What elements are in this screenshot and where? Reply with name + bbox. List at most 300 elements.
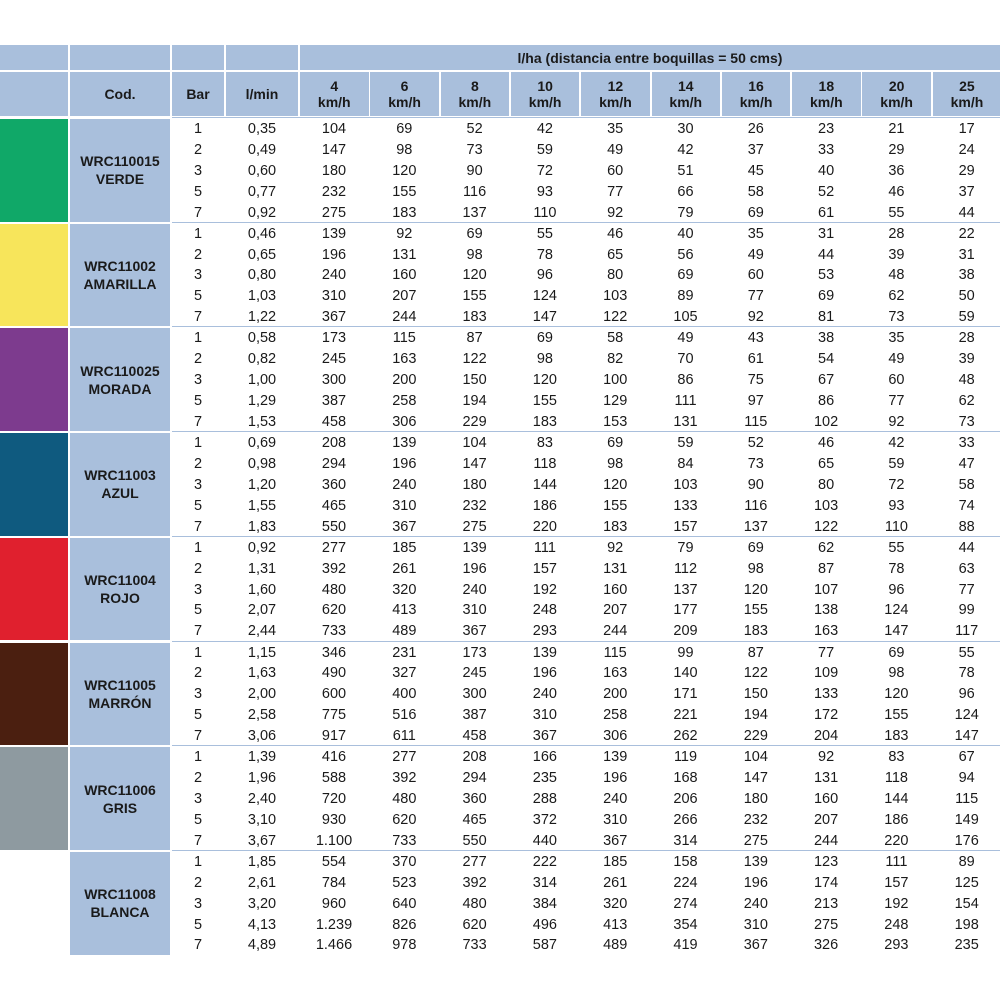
lha-value: 157: [673, 518, 698, 535]
lha-value: 47: [958, 455, 975, 472]
lha-value: 139: [743, 853, 768, 870]
lha-value: 122: [603, 309, 628, 326]
lha-value: 131: [813, 770, 839, 787]
lha-value: 38: [818, 330, 835, 347]
lha-value: 69: [396, 121, 413, 137]
lmin-value: 3,67: [247, 832, 277, 849]
lha-value: 48: [888, 267, 905, 284]
lha-value: 24: [958, 141, 975, 158]
lmin-value: 0,46: [247, 225, 277, 242]
bar-value: 3: [193, 372, 203, 389]
lha-value: 172: [813, 707, 839, 724]
lha-value: 35: [747, 225, 764, 242]
bar-value: 2: [193, 770, 203, 787]
header-span-title: l/ha (distancia entre boquillas = 50 cms): [300, 45, 1000, 70]
lha-value: 220: [884, 832, 909, 849]
nozzle-color-name: MORADA: [88, 380, 152, 397]
lha-value: 131: [673, 413, 698, 430]
lha-value: 588: [321, 770, 347, 787]
lha-value: 118: [884, 770, 908, 787]
table-row: [172, 307, 1000, 328]
lha-value: 147: [954, 728, 979, 745]
table-row: [172, 454, 1000, 475]
lha-value: 232: [462, 497, 487, 514]
lha-value: 490: [321, 665, 347, 682]
lha-value: 1.239: [315, 916, 353, 933]
lha-value: 310: [532, 707, 557, 724]
nozzle-color-name: AMARILLA: [83, 276, 157, 293]
lha-value: 917: [321, 728, 347, 745]
lmin-value: 2,58: [247, 707, 277, 724]
lha-value: 465: [462, 811, 487, 828]
table-row: [172, 182, 1000, 203]
bar-value: 3: [193, 581, 203, 598]
lmin-value: 0,69: [247, 435, 277, 452]
lha-value: 54: [818, 351, 835, 368]
lha-value: 180: [321, 162, 347, 179]
lmin-value: 1,39: [247, 749, 277, 766]
lha-value: 183: [743, 623, 768, 640]
table-row: [172, 894, 1000, 915]
lha-value: 42: [536, 121, 553, 137]
speed-unit: km/h: [317, 94, 351, 110]
header-speed-4: [581, 72, 650, 116]
lha-value: 129: [603, 393, 628, 410]
speed-unit: km/h: [388, 94, 421, 110]
bar-value: 7: [193, 937, 203, 954]
lmin-value: 0,49: [247, 141, 277, 158]
lha-value: 55: [536, 225, 553, 242]
lha-value: 204: [813, 728, 839, 745]
lha-value: 46: [818, 435, 835, 452]
lha-value: 147: [462, 455, 487, 472]
lha-value: 31: [958, 246, 975, 263]
lha-value: 367: [603, 832, 628, 849]
lha-value: 37: [747, 141, 764, 158]
lha-value: 168: [673, 770, 698, 787]
lmin-value: 1,03: [247, 288, 277, 305]
lha-value: 465: [321, 497, 347, 514]
lha-value: 733: [392, 832, 417, 849]
table-row: [172, 705, 1000, 726]
lha-value: 154: [954, 895, 979, 912]
bar-value: 7: [193, 413, 203, 430]
lha-value: 185: [392, 539, 417, 556]
lha-value: 163: [392, 351, 417, 368]
lha-value: 61: [818, 204, 835, 221]
lha-value: 171: [673, 686, 698, 703]
lha-value: 275: [813, 916, 839, 933]
lha-value: 372: [532, 811, 557, 828]
lha-value: 277: [462, 853, 487, 870]
lha-value: 137: [743, 518, 768, 535]
nozzle-code-cell: [70, 433, 170, 536]
bar-value: 1: [193, 225, 203, 242]
bar-value: 5: [193, 916, 203, 933]
lha-value: 44: [958, 539, 975, 556]
lha-value: 258: [392, 393, 417, 410]
lmin-value: 1,96: [247, 770, 277, 787]
color-swatch: [0, 747, 68, 850]
lha-value: 150: [462, 372, 487, 389]
lha-value: 86: [818, 393, 835, 410]
bar-value: 1: [193, 330, 203, 347]
table-row: [172, 789, 1000, 810]
lha-value: 183: [392, 204, 417, 221]
lha-value: 60: [888, 372, 905, 389]
lha-value: 117: [955, 623, 979, 640]
lha-value: 62: [958, 393, 975, 410]
lha-value: 392: [462, 874, 487, 891]
lha-value: 23: [818, 121, 835, 137]
lha-value: 120: [392, 162, 417, 179]
lha-value: 310: [603, 811, 628, 828]
lha-value: 310: [743, 916, 768, 933]
nozzle-group: [0, 852, 1000, 955]
lha-value: 640: [392, 895, 417, 912]
bar-value: 7: [193, 518, 203, 535]
lha-value: 262: [673, 728, 698, 745]
speed-value: 10: [537, 78, 553, 94]
lha-value: 69: [607, 435, 624, 452]
lha-value: 930: [321, 811, 347, 828]
bar-value: 1: [193, 539, 203, 556]
lmin-value: 0,92: [247, 204, 277, 221]
lha-value: 160: [603, 581, 628, 598]
table-row: [172, 433, 1000, 454]
lha-value: 80: [818, 476, 835, 493]
lha-value: 149: [954, 811, 979, 828]
lha-value: 826: [392, 916, 417, 933]
bar-value: 3: [193, 895, 203, 912]
lha-value: 124: [884, 602, 909, 619]
lha-value: 140: [673, 665, 698, 682]
bar-value: 2: [193, 874, 203, 891]
lha-value: 77: [888, 393, 905, 410]
lha-value: 139: [532, 644, 557, 661]
lha-value: 620: [321, 602, 347, 619]
lha-value: 124: [532, 288, 557, 305]
lha-value: 293: [532, 623, 557, 640]
lha-value: 496: [532, 916, 557, 933]
speed-unit: km/h: [458, 94, 492, 110]
lha-value: 153: [603, 413, 628, 430]
lha-value: 207: [813, 811, 839, 828]
lha-value: 104: [462, 435, 487, 452]
lha-value: 314: [532, 874, 557, 891]
table-row: [172, 768, 1000, 789]
lha-value: 173: [321, 330, 347, 347]
table-row: [172, 245, 1000, 266]
lha-value: 784: [321, 874, 347, 891]
nozzle-group: [0, 328, 1000, 431]
table-row: [172, 810, 1000, 831]
lha-value: 89: [677, 288, 694, 305]
lha-value: 196: [743, 874, 768, 891]
nozzle-group: [0, 747, 1000, 850]
bar-value: 5: [193, 811, 203, 828]
lha-value: 611: [392, 728, 416, 745]
lha-value: 69: [818, 288, 835, 305]
lha-value: 733: [321, 623, 347, 640]
lha-value: 116: [463, 183, 487, 200]
lha-value: 489: [392, 623, 417, 640]
lha-value: 35: [607, 121, 624, 137]
lha-value: 137: [673, 581, 698, 598]
lha-value: 69: [466, 225, 483, 242]
lha-value: 222: [532, 853, 557, 870]
bar-value: 1: [193, 121, 203, 137]
speed-value: 25: [959, 78, 975, 94]
lmin-value: 1,85: [247, 853, 277, 870]
lha-value: 80: [607, 267, 624, 284]
lha-value: 86: [677, 372, 694, 389]
lha-value: 419: [673, 937, 698, 954]
lha-value: 192: [884, 895, 909, 912]
lha-value: 306: [603, 728, 628, 745]
nozzle-color-name: MARRÓN: [88, 694, 152, 711]
lha-value: 52: [818, 183, 835, 200]
speed-value: 4: [330, 78, 339, 94]
table-row: [172, 286, 1000, 307]
lha-value: 147: [321, 141, 347, 158]
lha-value: 69: [747, 539, 764, 556]
group-separator: [172, 745, 1000, 746]
lha-value: 231: [392, 644, 417, 661]
lha-value: 157: [532, 560, 557, 577]
lha-value: 155: [392, 183, 417, 200]
lmin-value: 0,58: [247, 330, 277, 347]
lha-value: 99: [677, 644, 694, 661]
lha-value: 98: [888, 665, 905, 682]
lha-value: 240: [532, 686, 557, 703]
lha-value: 115: [603, 644, 627, 661]
lha-value: 144: [532, 476, 557, 493]
lha-value: 240: [392, 476, 417, 493]
table-row: [172, 370, 1000, 391]
lha-value: 198: [954, 916, 979, 933]
nozzle-code: WRC11005: [84, 676, 156, 693]
lha-value: 360: [462, 790, 487, 807]
lha-value: 320: [392, 581, 417, 598]
lha-value: 354: [673, 916, 698, 933]
lha-value: 147: [743, 770, 768, 787]
bar-value: 5: [193, 288, 203, 305]
header-speed-9: [933, 72, 1000, 116]
bar-value: 5: [193, 393, 203, 410]
speed-unit: km/h: [880, 94, 913, 110]
lmin-value: 1,63: [247, 665, 277, 682]
lha-value: 387: [321, 393, 347, 410]
speed-value: 18: [818, 78, 835, 94]
lha-value: 458: [321, 413, 347, 430]
speed-value: 6: [400, 78, 409, 94]
lha-value: 240: [743, 895, 768, 912]
lha-value: 98: [466, 246, 483, 263]
lha-value: 196: [603, 770, 628, 787]
lha-value: 550: [321, 518, 347, 535]
color-swatch: [0, 119, 68, 222]
header-speed-3: [511, 72, 580, 116]
lha-value: 183: [532, 413, 557, 430]
lha-value: 118: [533, 455, 557, 472]
lha-value: 240: [603, 790, 628, 807]
table-row: [172, 224, 1000, 245]
color-swatch: [0, 224, 68, 327]
lha-value: 81: [818, 309, 835, 326]
table-row: [172, 831, 1000, 852]
lha-value: 72: [888, 476, 905, 493]
lha-value: 360: [321, 476, 347, 493]
speed-value: 20: [888, 78, 905, 94]
lha-value: 94: [958, 770, 975, 787]
header-bar: Bar: [172, 72, 224, 116]
bar-value: 2: [193, 141, 203, 158]
lha-value: 224: [673, 874, 698, 891]
lha-value: 275: [321, 204, 347, 221]
lha-value: 40: [818, 162, 835, 179]
table-row: [172, 496, 1000, 517]
header-speed-6: [722, 72, 791, 116]
lha-value: 458: [462, 728, 487, 745]
lha-value: 139: [603, 749, 628, 766]
lha-value: 83: [536, 435, 553, 452]
speed-value: 16: [748, 78, 764, 94]
nozzle-code-cell: [70, 119, 170, 222]
bar-value: 3: [193, 162, 203, 179]
lmin-value: 1,15: [247, 644, 277, 661]
lha-value: 158: [673, 853, 698, 870]
lha-value: 111: [885, 853, 908, 870]
lha-value: 58: [747, 183, 764, 200]
lha-value: 229: [462, 413, 487, 430]
lha-value: 480: [392, 790, 417, 807]
lha-value: 123: [813, 853, 839, 870]
lha-value: 310: [462, 602, 487, 619]
lha-value: 185: [603, 853, 628, 870]
group-separator: [172, 326, 1000, 327]
nozzle-group: [0, 643, 1000, 746]
lmin-value: 2,61: [247, 874, 277, 891]
bar-value: 2: [193, 560, 203, 577]
lha-value: 104: [743, 749, 768, 766]
lha-value: 44: [818, 246, 835, 263]
lha-value: 244: [392, 309, 417, 326]
lha-value: 194: [462, 393, 487, 410]
table-row: [172, 915, 1000, 936]
lha-value: 240: [321, 267, 347, 284]
lha-value: 240: [462, 581, 487, 598]
table-row: [172, 580, 1000, 601]
lha-value: 314: [673, 832, 698, 849]
lha-value: 65: [818, 455, 835, 472]
nozzle-color-name: AZUL: [101, 485, 139, 502]
lmin-value: 1,29: [247, 393, 277, 410]
bar-value: 1: [193, 749, 203, 766]
bar-value: 5: [193, 602, 203, 619]
lha-value: 84: [677, 455, 694, 472]
bar-value: 7: [193, 832, 203, 849]
lha-value: 137: [462, 204, 487, 221]
table-row: [172, 663, 1000, 684]
lha-value: 110: [884, 518, 908, 535]
lha-value: 192: [532, 581, 557, 598]
lha-value: 306: [392, 413, 417, 430]
lha-value: 78: [958, 665, 975, 682]
group-separator: [172, 117, 1000, 118]
lha-value: 69: [536, 330, 553, 347]
lha-value: 144: [884, 790, 909, 807]
lha-value: 115: [955, 790, 979, 807]
lha-value: 720: [321, 790, 347, 807]
lha-value: 115: [744, 413, 768, 430]
lha-value: 99: [958, 602, 975, 619]
group-separator: [172, 222, 1000, 223]
lha-value: 63: [958, 560, 975, 577]
table-row: [172, 747, 1000, 768]
lha-value: 244: [813, 832, 839, 849]
header-blank-bar: [172, 45, 224, 70]
table-row: [172, 684, 1000, 705]
lha-value: 960: [321, 895, 347, 912]
lha-value: 33: [958, 435, 975, 452]
lha-value: 120: [603, 476, 628, 493]
lmin-value: 2,44: [247, 623, 277, 640]
color-swatch: [0, 328, 68, 431]
lha-value: 73: [888, 309, 905, 326]
lha-value: 74: [958, 497, 975, 514]
lha-value: 73: [958, 413, 975, 430]
table-row: [172, 161, 1000, 182]
lha-value: 122: [743, 665, 768, 682]
lha-value: 31: [818, 225, 835, 242]
lha-value: 775: [321, 707, 347, 724]
bar-value: 2: [193, 455, 203, 472]
lha-value: 206: [673, 790, 698, 807]
lha-value: 367: [743, 937, 768, 954]
nozzle-color-name: GRIS: [102, 799, 138, 816]
lha-value: 120: [884, 686, 909, 703]
lha-value: 92: [607, 539, 624, 556]
table-row: [172, 140, 1000, 161]
lha-value: 200: [392, 372, 417, 389]
nozzle-group: [0, 433, 1000, 536]
lmin-value: 0,98: [247, 455, 277, 472]
lha-value: 56: [677, 246, 694, 263]
lha-value: 98: [536, 351, 553, 368]
lha-value: 131: [392, 246, 417, 263]
lmin-value: 3,10: [247, 811, 277, 828]
lha-value: 186: [532, 497, 557, 514]
lha-value: 52: [466, 121, 483, 137]
lha-value: 112: [673, 560, 698, 577]
nozzle-code-cell: [70, 224, 170, 327]
bar-value: 7: [193, 623, 203, 640]
group-separator: [172, 536, 1000, 537]
lha-value: 75: [747, 372, 764, 389]
lha-value: 326: [813, 937, 839, 954]
table-row: [172, 600, 1000, 621]
lha-value: 59: [958, 309, 975, 326]
lha-value: 43: [747, 330, 764, 347]
header-blank-cod: [70, 45, 170, 70]
lha-value: 258: [603, 707, 628, 724]
lha-value: 120: [462, 267, 487, 284]
lha-value: 69: [677, 267, 694, 284]
bar-value: 2: [193, 351, 203, 368]
lha-value: 147: [532, 309, 557, 326]
lha-value: 89: [958, 853, 975, 870]
